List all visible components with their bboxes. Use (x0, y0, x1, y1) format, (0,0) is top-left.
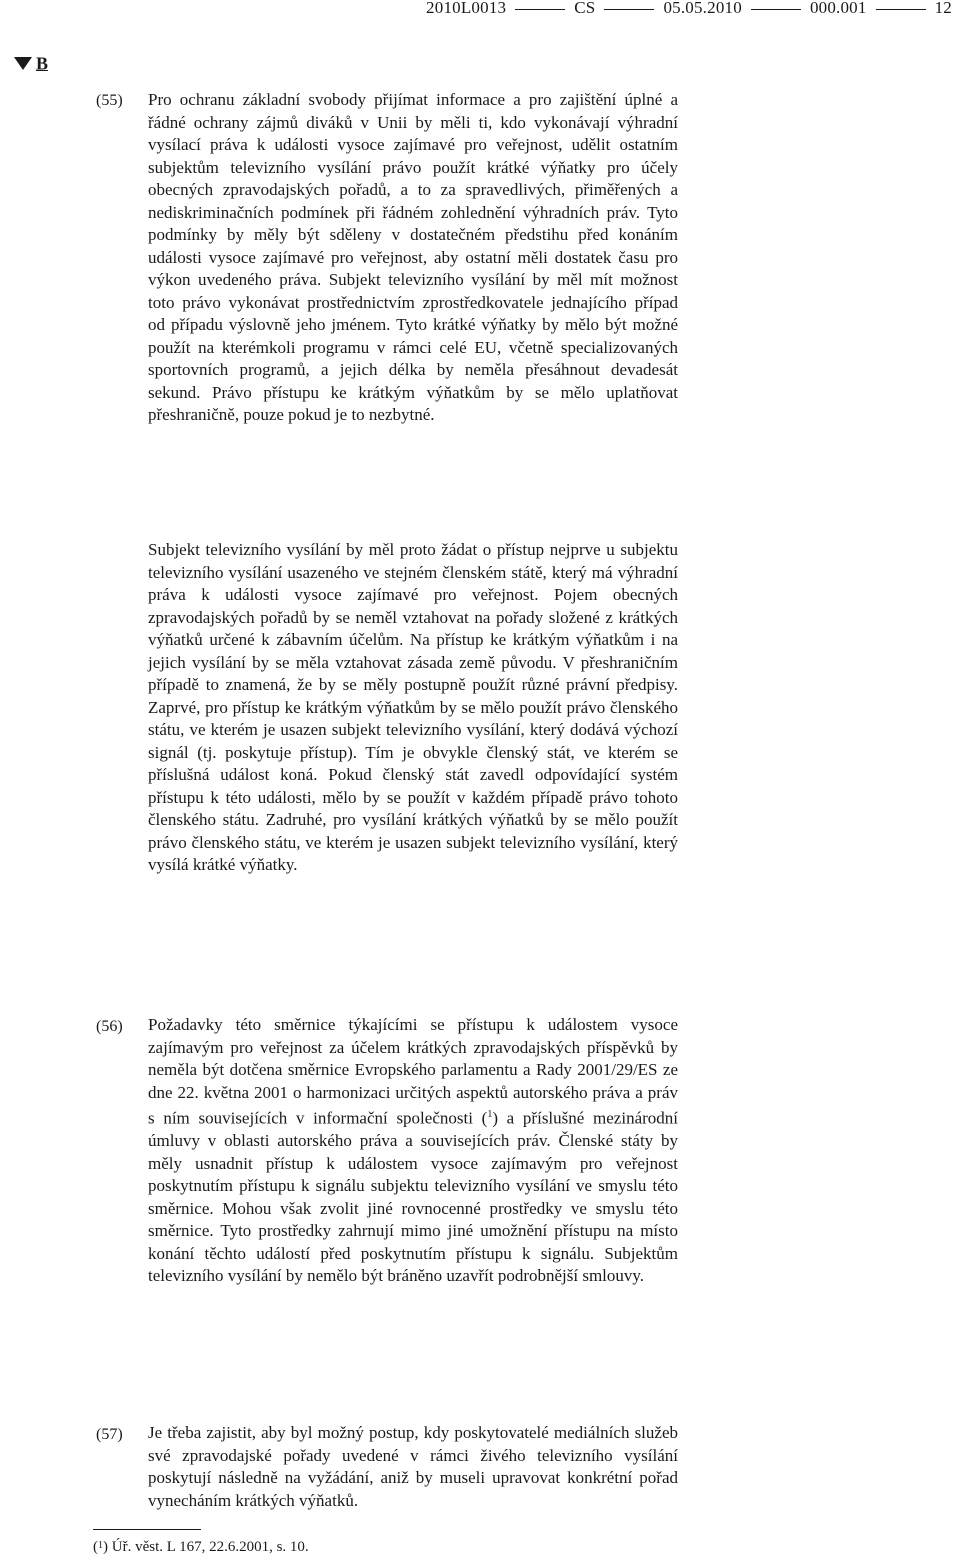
recital-text: ) a příslušné mezinárodní úmluvy v oblasti autorského práva a souvisejících práv. Členské státy by měly usnadnit přístup k událostem vysoce zajímavým pro veřejnost poskytnutím přístupu k signálu subjektu televizního vysílání ve smyslu této směrnice. Mohou však zvolit jiné rovnocenné prostředky ve smyslu této směrnice. Tyto prostředky zahrnují mimo jiné umožnění přístupu na místo konání těchto událostí před poskytnutím přístupu k signálu. Subjektům televizního vysílání by nemělo být bráněno uzavřít podrobnější smlouvy. (148, 1108, 678, 1286)
doc-id: 2010L0013 (426, 0, 507, 17)
recital-text: Požadavky této směrnice týkajícími se přístupu k událostem vysoce zajímavým pro veřejnost za účelem krátkých zpravodajských příspěvků by neměla být dotčena směrnice Evropského parlamentu a Rady 2001/29/ES ze dne 22. května 2001 o harmonizaci určitých aspektů autorského práva a práv s ním souvisejících v informační společnosti ( (148, 1015, 678, 1128)
triangle-down-icon (14, 57, 32, 70)
footnote-bracket: ) (103, 1539, 108, 1555)
footnote-marker: 1 (98, 1540, 103, 1551)
header-separator (876, 9, 926, 10)
recital-paragraph (148, 1014, 678, 1288)
footnote-text: Úř. věst. L 167, 22.6.2001, s. 10. (111, 1539, 309, 1555)
doc-version: 000.001 (809, 0, 867, 17)
doc-language: CS (574, 0, 596, 17)
header-separator (751, 9, 801, 10)
recital-number: (56) (96, 1018, 123, 1035)
doc-date: 05.05.2010 (663, 0, 742, 17)
footnote-divider (93, 1529, 201, 1530)
recital-paragraph: Pro ochranu základní svobody přijímat informace a pro zajištění úplné a řádné ochrany zájmů diváků v Unii by měli ti, kdo vykonávají výhradní vysílací práva k události vysoce zajímavé pro veřejnost, udělit ostatním subjektům televizního vysílání právo použít krátké výňatky pro účely obecných zpravodajských pořadů, a to za spravedlivých, přiměřených a nediskriminačních podmínek při řádném zohlednění výhradních práv. Tyto podmínky by měly být sděleny v dostatečném předstihu před konáním události vysoce zajímavé pro veřejnost, aby ostatní měli dostatek času pro výkon uvedeného práva. Subjekt televizního vysílání by měl mít možnost toto právo vykonávat prostřednictvím zprostředkovatele jednajícího případ od případu výslovně jeho jménem. Tyto krátké výňatky by mělo být možné použít na kterémkoli programu v rámci celé EU, včetně specializovaných sportovních programů, a jejich délka by neměla přesáhnout devadesát sekund. Právo přístupu ke krátkým výňatkům by se mělo uplatňovat přeshraničně, pouze pokud je to nezbytné. (148, 90, 678, 424)
footnote-bracket: ( (93, 1539, 98, 1555)
page-number: 12 (934, 0, 952, 17)
page-header (426, 0, 952, 18)
header-separator (515, 9, 565, 10)
recital-paragraph: Je třeba zajistit, aby byl možný postup, kdy poskytovatelé mediálních služeb své zpravodajské pořady uvedené v rámci živého televizního vysílání poskytují následně na vyžádání, aniž by museli upravovat konkrétní pořad vynecháním krátkých výňatků. (148, 1423, 678, 1510)
amendment-marker-label: B (36, 53, 49, 74)
amendment-marker (14, 52, 48, 74)
recital-number: (55) (96, 92, 123, 109)
recital-number: (57) (96, 1426, 123, 1443)
footnote (93, 1539, 309, 1556)
footnote-reference[interactable]: 1 (487, 1109, 493, 1120)
recital-paragraph: Subjekt televizního vysílání by měl proto žádat o přístup nejprve u subjektu televizního vysílání usazeného ve stejném členském státě, který má výhradní práva k události vysoce zajímavé pro veřejnost. Pojem obecných zpravodajských pořadů by se neměl vztahovat na pořady složené z krátkých výňatků určené k zábavním účelům. Na přístup ke krátkým výňatkům i na jejich vysílání by se měla vztahovat zásada země původu. V přeshraničním případě to znamená, že by se měly postupně použít různé právní předpisy. Zaprvé, pro přístup ke krátkým výňatkům by se mělo použít právo členského státu, ve kterém je usazen subjekt televizního vysílání, který dodává výchozí signál (tj. poskytuje přístup). Tím je obvykle členský stát, ve kterém se příslušná událost koná. Pokud členský stát zavedl odpovídající systém přístupu k této události, mělo by se použít v každém případě právo tohoto členského státu. Zadruhé, pro vysílání krátkých výňatků by se mělo použít právo členského státu, ve kterém je usazen subjekt televizního vysílání, který vysílá krátké výňatky. (148, 540, 678, 874)
header-separator (604, 9, 654, 10)
